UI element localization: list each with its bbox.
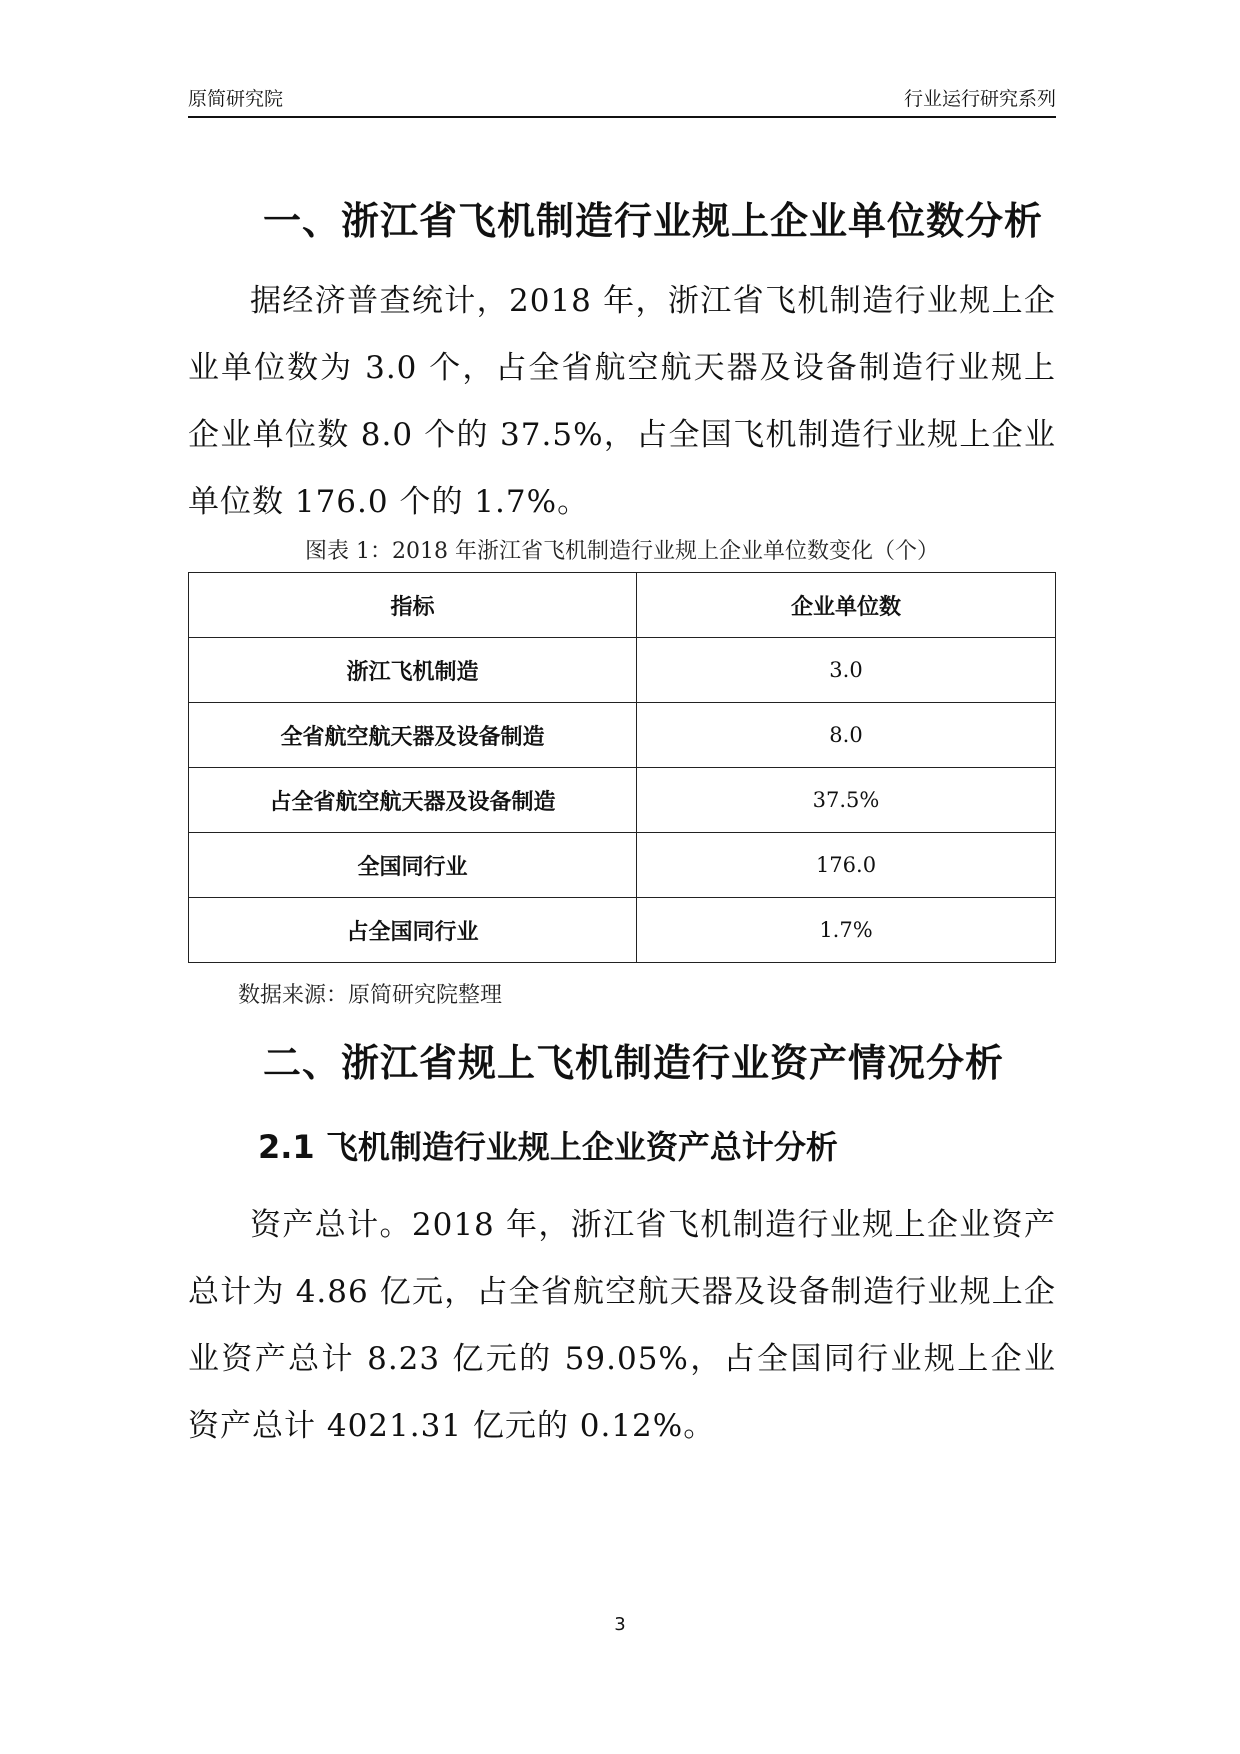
row-label: 占全国同行业 <box>189 898 637 963</box>
section-2-heading: 二、浙江省规上飞机制造行业资产情况分析 <box>263 1041 1005 1085</box>
section-2-paragraph: 资产总计。2018 年，浙江省飞机制造行业规上企业资产总计为 4.86 亿元，占全省航空航天器及设备制造行业规上企业资产总计 8.23 亿元的 59.05%，占全国同行业规上企业资产总计 4021.31 亿元的 0.12%。 <box>188 1207 1056 1444</box>
column-header-count: 企业单位数 <box>637 573 1056 638</box>
header-org-name: 原简研究院 <box>188 88 284 110</box>
row-value: 176.0 <box>637 833 1056 898</box>
table-row <box>189 638 1056 703</box>
row-value: 8.0 <box>637 703 1056 768</box>
page-number: 3 <box>614 1614 626 1635</box>
table-caption: 图表 1：2018 年浙江省飞机制造行业规上企业单位数变化（个） <box>305 539 939 564</box>
row-value: 1.7% <box>637 898 1056 963</box>
table-row <box>189 768 1056 833</box>
row-label: 占全省航空航天器及设备制造 <box>189 768 637 833</box>
table-row <box>189 833 1056 898</box>
header-series-name: 行业运行研究系列 <box>903 88 1056 110</box>
row-label: 浙江飞机制造 <box>189 638 637 703</box>
row-value: 3.0 <box>637 638 1056 703</box>
row-label: 全省航空航天器及设备制造 <box>189 703 637 768</box>
running-header <box>188 88 1056 118</box>
row-value: 37.5% <box>637 768 1056 833</box>
row-label: 全国同行业 <box>189 833 637 898</box>
enterprise-count-table <box>188 572 1056 963</box>
subsection-2-1-heading: 2.1 飞机制造行业规上企业资产总计分析 <box>258 1128 838 1166</box>
table-source-note: 数据来源：原简研究院整理 <box>238 983 503 1008</box>
column-header-indicator: 指标 <box>189 573 637 638</box>
section-1-paragraph: 据经济普查统计，2018 年，浙江省飞机制造行业规上企业单位数为 3.0 个，占全省航空航天器及设备制造行业规上企业单位数 8.0 个的 37.5%，占全国飞机制造行业规上企业单位数 176.0 个的 1.7%。 <box>188 283 1056 520</box>
table-row <box>189 703 1056 768</box>
section-1-heading: 一、浙江省飞机制造行业规上企业单位数分析 <box>263 199 1044 243</box>
table-row <box>189 898 1056 963</box>
table-header-row <box>189 573 1056 638</box>
